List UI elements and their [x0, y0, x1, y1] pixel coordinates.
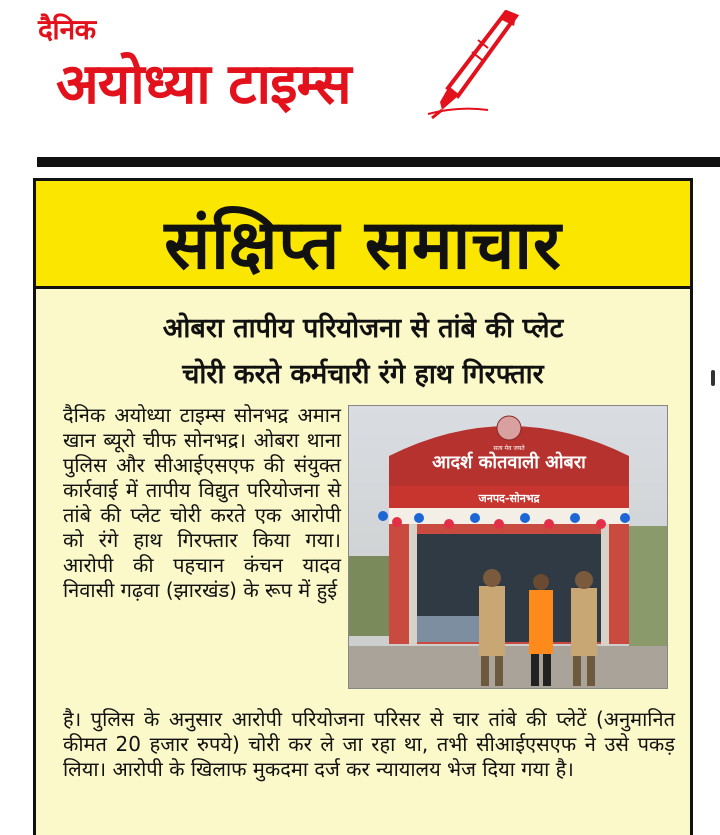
photo-sign-subtext: जनपद-सोनभद्र: [478, 492, 540, 505]
article-body-part-1: दैनिक अयोध्या टाइम्स सोनभद्र अमान खान ब्यूरो चीफ सोनभद्र। ओबरा थाना पुलिस और सीआईएसएफ की संयुक्त कार्रवाई में तापीय विद्युत परियोजना से तांबे की प्लेट चोरी करते एक आरोपी को रंगे हाथ गिरफ्तार किया गया। आरोपी की पहचान कंचन यादव निवासी गढ़वा (झारखंड) के रूप में हुई: [63, 403, 341, 602]
section-banner: [36, 181, 690, 289]
news-photo: [348, 405, 668, 689]
police-station-photo: [349, 406, 668, 689]
news-brief-box: [33, 178, 693, 835]
headline-line-1: ओबरा तापीय परियोजना से तांबे की प्लेट: [162, 313, 564, 344]
headline-line-2: चोरी करते कर्मचारी रंगे हाथ गिरफ्तार: [182, 359, 544, 390]
brand-small-text: दैनिक: [38, 13, 96, 46]
article-headline: [36, 306, 690, 398]
section-title: संक्षिप्त समाचार: [164, 206, 562, 285]
scroll-indicator[interactable]: [711, 370, 715, 386]
brand-main-text: अयोध्या टाइम्स: [56, 52, 351, 117]
photo-sign-text: आदर्श कोतवाली ओबरा: [432, 452, 586, 473]
fountain-pen-icon: [418, 10, 523, 120]
article-body-part-2: है। पुलिस के अनुसार आरोपी परियोजना परिसर से चार तांबे की प्लेटें (अनुमानित कीमत 20 हजार रुपये) चोरी कर ले जा रहा था, तभी सीआईएसएफ ने उसे पकड़ लिया। आरोपी के खिलाफ मुकदमा दर्ज कर न्यायालय भेज दिया गया है।: [63, 707, 675, 781]
masthead: [0, 0, 720, 160]
masthead-divider: [37, 157, 720, 167]
article-body-continued: [63, 707, 675, 782]
article-body-column: [63, 403, 341, 603]
photo-emblem-text: सत्य मेव जयते: [493, 445, 525, 452]
